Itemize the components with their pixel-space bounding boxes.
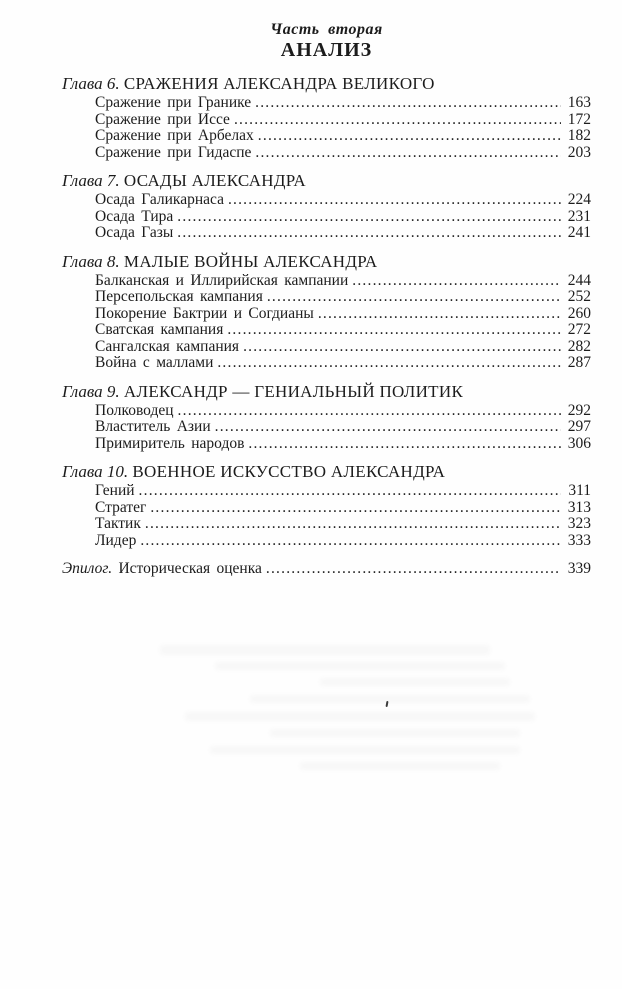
entry-title: Осада Галикарнаса xyxy=(95,191,224,208)
page-number: 260 xyxy=(567,304,591,322)
toc-entry xyxy=(62,95,591,112)
entry-title: Осада Газы xyxy=(95,224,174,241)
dot-leader xyxy=(255,95,561,112)
page-number: 282 xyxy=(567,337,591,355)
page-number: 287 xyxy=(567,354,591,371)
chapter-title: МАЛЫЕ ВОЙНЫ АЛЕКСАНДРА xyxy=(123,251,378,271)
page-number: 292 xyxy=(567,401,591,419)
table-of-contents xyxy=(62,74,591,578)
entry-title: Сангалская кампания xyxy=(95,337,240,355)
dot-leader xyxy=(258,128,561,145)
dot-leader xyxy=(227,322,561,339)
chapter-section xyxy=(62,171,591,242)
chapter-section xyxy=(62,74,591,161)
dot-leader xyxy=(234,112,561,129)
entry-title: Полководец xyxy=(95,401,174,419)
dot-leader xyxy=(352,273,561,290)
epilogue-text xyxy=(62,561,262,578)
entry-title: Персепольская кампания xyxy=(95,288,263,305)
dot-leader xyxy=(255,145,561,162)
chapter-heading xyxy=(62,382,591,401)
chapter-label: Глава 9. xyxy=(62,381,120,401)
toc-entry xyxy=(62,322,591,339)
toc-entry xyxy=(62,533,591,550)
chapter-label: Глава 10. xyxy=(62,462,129,481)
page-number: 272 xyxy=(567,321,591,338)
entry-title: Властитель Азии xyxy=(95,418,211,435)
chapter-section xyxy=(62,252,591,372)
page-number: 339 xyxy=(567,560,591,577)
dot-leader xyxy=(139,483,561,500)
chapters xyxy=(62,74,591,549)
chapter-label: Глава 7. xyxy=(62,171,120,190)
page-number: 252 xyxy=(567,288,591,305)
dot-leader xyxy=(215,419,561,436)
entry-title: Сватская кампания xyxy=(95,321,224,338)
chapter-title: СРАЖЕНИЯ АЛЕКСАНДРА ВЕЛИКОГО xyxy=(123,74,435,93)
dot-leader xyxy=(318,306,561,323)
chapter-heading xyxy=(62,462,591,481)
entry-title: Сражение при Гранике xyxy=(95,94,252,111)
dot-leader xyxy=(248,436,561,453)
toc-entry xyxy=(62,112,591,129)
toc-entry xyxy=(62,145,591,162)
page-number: 244 xyxy=(567,271,591,289)
chapter-section xyxy=(62,462,591,549)
entry-title: Сражение при Иссе xyxy=(95,110,230,128)
toc-entry xyxy=(62,128,591,145)
page-number: 172 xyxy=(567,110,591,128)
page-number: 311 xyxy=(568,482,591,499)
toc-entry xyxy=(62,403,591,420)
page-number: 224 xyxy=(567,191,591,208)
chapter-heading xyxy=(62,171,591,190)
page-number: 306 xyxy=(567,434,591,452)
dot-leader xyxy=(177,209,561,226)
chapter-heading xyxy=(62,252,591,271)
dot-leader xyxy=(177,225,561,242)
chapter-label: Глава 6. xyxy=(62,74,120,93)
page-number: 323 xyxy=(567,515,591,532)
dot-leader xyxy=(266,561,561,578)
page-number: 313 xyxy=(567,498,591,516)
page-number: 163 xyxy=(567,94,591,111)
dot-leader xyxy=(178,403,561,420)
page-number: 231 xyxy=(567,207,591,225)
dot-leader xyxy=(217,355,561,372)
dot-leader xyxy=(150,500,561,517)
entry-title: Балканская и Иллирийская кампании xyxy=(95,271,349,289)
toc-entry xyxy=(62,355,591,372)
chapter-section xyxy=(62,382,591,453)
epilogue-entry xyxy=(62,561,591,578)
entry-title: Сражение при Гидаспе xyxy=(95,143,252,161)
part-header xyxy=(62,20,591,61)
part-label: Часть вторая xyxy=(270,21,383,38)
toc-entry xyxy=(62,483,591,500)
toc-entry xyxy=(62,419,591,436)
epilogue-label: Эпилог. xyxy=(62,560,113,577)
entry-title: Примиритель народов xyxy=(95,434,245,452)
toc-entry xyxy=(62,306,591,323)
part-title: АНАЛИЗ xyxy=(280,39,373,61)
chapter-heading xyxy=(62,74,591,93)
page-number: 182 xyxy=(567,127,591,144)
entry-title: Лидер xyxy=(95,531,137,549)
dot-leader xyxy=(228,192,561,209)
page-number: 241 xyxy=(567,224,591,241)
toc-entry xyxy=(62,273,591,290)
page-number: 297 xyxy=(567,418,591,435)
page-number: 203 xyxy=(567,143,591,161)
entry-title: Война с маллами xyxy=(95,354,214,371)
chapter-title: ОСАДЫ АЛЕКСАНДРА xyxy=(123,171,306,190)
toc-entry xyxy=(62,192,591,209)
toc-entry xyxy=(62,516,591,533)
chapter-title: АЛЕКСАНДР — ГЕНИАЛЬНЫЙ ПОЛИТИК xyxy=(123,381,464,401)
epilogue-title: Историческая оценка xyxy=(118,560,262,577)
chapter-title: ВОЕННОЕ ИСКУССТВО АЛЕКСАНДРА xyxy=(132,462,446,481)
entry-title: Гений xyxy=(95,482,135,499)
entry-title: Покорение Бактрии и Согдианы xyxy=(95,304,314,322)
dot-leader xyxy=(243,339,561,356)
dot-leader xyxy=(145,516,561,533)
toc-entry xyxy=(62,339,591,356)
chapter-label: Глава 8. xyxy=(62,251,120,271)
toc-entry xyxy=(62,289,591,306)
toc-entry xyxy=(62,225,591,242)
dot-leader xyxy=(267,289,561,306)
page-number: 333 xyxy=(567,531,591,549)
toc-entry xyxy=(62,436,591,453)
entry-title: Сражение при Арбелах xyxy=(95,127,254,144)
entry-title: Осада Тира xyxy=(95,207,174,225)
dot-leader xyxy=(140,533,561,550)
entry-title: Тактик xyxy=(95,515,141,532)
toc-entry xyxy=(62,209,591,226)
toc-entry xyxy=(62,500,591,517)
entry-title: Стратег xyxy=(95,498,147,516)
